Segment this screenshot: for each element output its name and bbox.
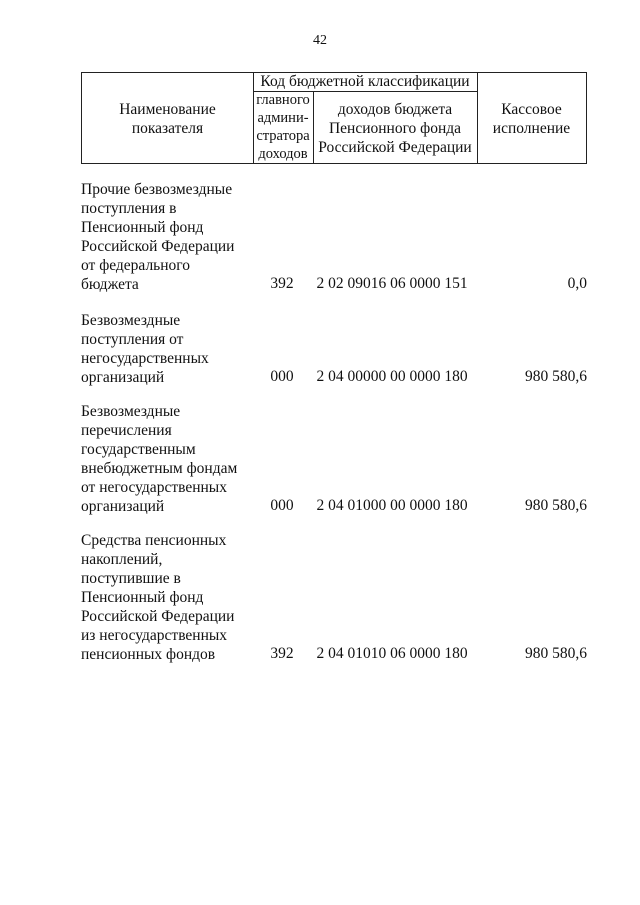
header-execution-column — [477, 100, 586, 138]
row-name-line: организаций — [81, 498, 165, 515]
row-name — [81, 531, 253, 664]
row-name-line: накоплений, — [81, 551, 163, 568]
header-income-line: Пенсионного фонда — [328, 120, 462, 137]
header-admin-line: главного — [256, 92, 310, 108]
row-name-line: негосударственных — [81, 350, 209, 367]
row-amount: 980 580,6 — [525, 645, 587, 662]
header-name-line: Наименование — [119, 101, 216, 118]
row-name-line: Российской Федерации — [81, 608, 235, 625]
row-name-line: Пенсионный фонд — [81, 589, 204, 606]
header-income-line: доходов бюджета — [337, 101, 453, 118]
header-execution-line: Кассовое — [501, 101, 562, 118]
header-name-column — [82, 100, 253, 138]
row-name-line: от федерального — [81, 257, 191, 274]
table-header — [81, 72, 587, 164]
table-row — [81, 531, 587, 664]
header-admin-line: админи- — [257, 110, 309, 126]
header-code-group — [253, 73, 477, 91]
row-name-line: поступления в — [81, 200, 177, 217]
header-income-column — [313, 100, 477, 157]
row-name — [81, 311, 253, 387]
row-name — [81, 402, 253, 516]
row-amount: 980 580,6 — [525, 497, 587, 514]
row-amount: 980 580,6 — [525, 368, 587, 385]
row-name-line: поступления от — [81, 331, 184, 348]
row-admin-code: 000 — [270, 368, 294, 385]
row-budget-code: 2 04 00000 00 0000 180 — [316, 368, 468, 385]
row-admin-code: 000 — [270, 497, 294, 514]
table-row — [81, 180, 587, 294]
page-number: 42 — [313, 33, 327, 48]
row-name-line: от негосударственных — [81, 479, 227, 496]
header-execution-line: исполнение — [492, 120, 571, 137]
row-admin-code: 392 — [270, 275, 294, 292]
row-name-line: Безвозмездные — [81, 403, 181, 420]
table-row — [81, 402, 587, 516]
row-name-line: государственным — [81, 441, 196, 458]
row-name-line: пенсионных фондов — [81, 646, 216, 663]
header-admin-column — [253, 91, 313, 163]
header-name-line: показателя — [131, 120, 204, 137]
table-row — [81, 311, 587, 387]
row-budget-code: 2 04 01000 00 0000 180 — [316, 497, 468, 514]
row-amount: 0,0 — [567, 275, 587, 292]
row-name-line: Российской Федерации — [81, 238, 235, 255]
row-name-line: поступившие в — [81, 570, 181, 587]
row-name-line: перечисления — [81, 422, 172, 439]
row-admin-code: 392 — [270, 645, 294, 662]
row-name-line: внебюджетным фондам — [81, 460, 238, 477]
row-name-line: Пенсионный фонд — [81, 219, 204, 236]
row-name-line: Безвозмездные — [81, 312, 181, 329]
row-name-line: Прочие безвозмездные — [81, 181, 233, 198]
row-name-line: бюджета — [81, 276, 139, 293]
header-admin-line: доходов — [258, 146, 308, 162]
row-budget-code: 2 04 01010 06 0000 180 — [316, 645, 468, 662]
row-name — [81, 180, 253, 294]
header-admin-line: стратора — [256, 128, 310, 144]
header-code-group-label: Код бюджетной классификации — [260, 73, 470, 90]
row-name-line: Средства пенсионных — [81, 532, 227, 549]
row-name-line: из негосударственных — [81, 627, 228, 644]
row-budget-code: 2 02 09016 06 0000 151 — [316, 275, 468, 292]
header-income-line: Российской Федерации — [318, 139, 472, 156]
row-name-line: организаций — [81, 369, 165, 386]
